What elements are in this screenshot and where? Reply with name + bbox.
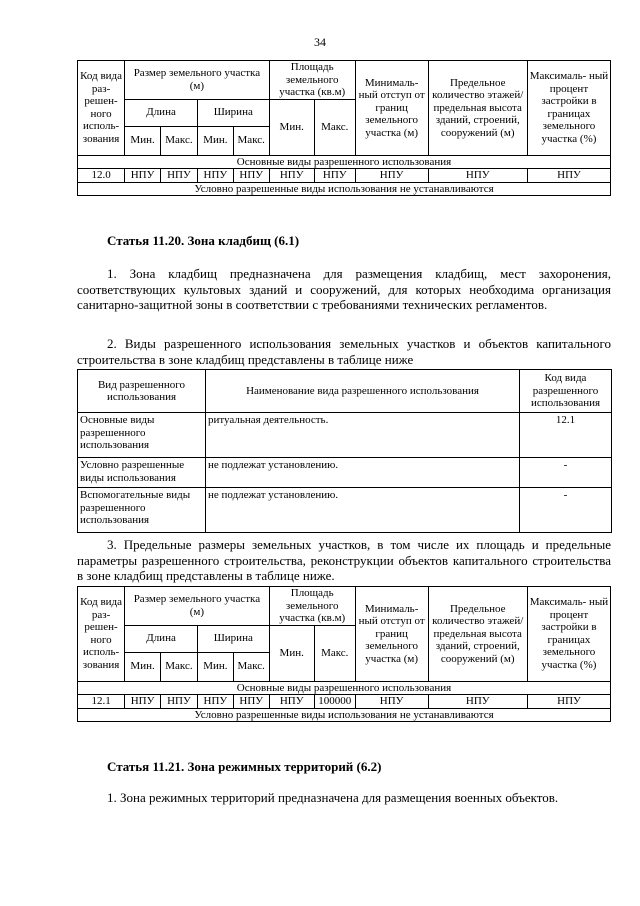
- paragraph-text: 1. Зона режимных территорий предназначена для размещения военных объектов.: [107, 790, 559, 805]
- zone-uses-table: [77, 369, 612, 533]
- cell: ритуальная деятельность.: [206, 413, 520, 458]
- cell: НПУ: [269, 169, 314, 183]
- cell: НПУ: [527, 169, 610, 183]
- cell: НПУ: [269, 695, 314, 709]
- cell: НПУ: [233, 695, 269, 709]
- header-setback: Минималь- ный отступ от границ земельного участка (м): [355, 587, 428, 682]
- cell: -: [520, 488, 612, 533]
- cell: НПУ: [125, 169, 161, 183]
- cell: НПУ: [355, 169, 428, 183]
- header-length-max: Макс.: [161, 126, 198, 155]
- article-heading: Статья 11.21. Зона режимных территорий (6.2): [107, 759, 382, 774]
- cell: НПУ: [314, 169, 355, 183]
- parameters-table-1: [77, 60, 611, 196]
- cell: 12.1: [520, 413, 612, 458]
- header-area-max: Макс.: [314, 99, 355, 155]
- paragraph: [77, 336, 611, 367]
- header-width: Ширина: [197, 625, 269, 652]
- cell: 100000: [314, 695, 355, 709]
- paragraph: [77, 266, 611, 313]
- zone-header-type: Вид разрешенного использования: [78, 370, 206, 413]
- header-width-max: Макс.: [233, 652, 269, 681]
- page-number: 34: [314, 35, 326, 49]
- table-row: [78, 695, 611, 709]
- cell: НПУ: [428, 695, 527, 709]
- header-floors: Предельное количество этажей/ предельная высота зданий, строений, сооружений (м): [428, 587, 527, 682]
- header-coverage: Максималь- ный процент застройки в границах земельного участка (%): [527, 61, 610, 156]
- header-code: Код вида раз- решен- ного исполь- зования: [78, 61, 125, 156]
- main-uses-row: Основные виды разрешенного использования: [78, 155, 611, 169]
- table-row: [78, 488, 612, 533]
- cell: Вспомогательные виды разрешенного использования: [78, 488, 206, 533]
- header-coverage: Максималь- ный процент застройки в границах земельного участка (%): [527, 587, 610, 682]
- header-setback: Минималь- ный отступ от границ земельного участка (м): [355, 61, 428, 156]
- cell: НПУ: [161, 695, 198, 709]
- table-row: [78, 413, 612, 458]
- cell: НПУ: [197, 169, 233, 183]
- table-row: [78, 458, 612, 488]
- article-heading: Статья 11.20. Зона кладбищ (6.1): [107, 233, 300, 248]
- cell: НПУ: [197, 695, 233, 709]
- header-length: Длина: [125, 99, 198, 126]
- table-row: [78, 169, 611, 183]
- cell: НПУ: [527, 695, 610, 709]
- paragraph: [77, 790, 611, 806]
- paragraph-text: 2. Виды разрешенного использования земельных участков и объектов капитального строительства в зоне кладбищ представлены в таблице ниже: [77, 336, 611, 367]
- header-width-max: Макс.: [233, 126, 269, 155]
- main-uses-row: Основные виды разрешенного использования: [78, 681, 611, 695]
- cell: Условно разрешенные виды использования: [78, 458, 206, 488]
- header-area: Площадь земельного участка (кв.м): [269, 61, 355, 100]
- header-width-min: Мин.: [197, 652, 233, 681]
- zone-header-name: Наименование вида разрешенного использования: [206, 370, 520, 413]
- cell: не подлежат установлению.: [206, 458, 520, 488]
- header-code: Код вида раз- решен- ного исполь- зования: [78, 587, 125, 682]
- header-area-min: Мин.: [269, 99, 314, 155]
- header-area-max: Макс.: [314, 625, 355, 681]
- header-size: Размер земельного участка (м): [125, 61, 270, 100]
- cell: НПУ: [233, 169, 269, 183]
- conditional-uses-row: Условно разрешенные виды использования не устанавливаются: [78, 708, 611, 722]
- header-size: Размер земельного участка (м): [125, 587, 270, 626]
- header-length: Длина: [125, 625, 198, 652]
- conditional-uses-row: Условно разрешенные виды использования не устанавливаются: [78, 182, 611, 196]
- cell: НПУ: [161, 169, 198, 183]
- header-floors: Предельное количество этажей/ предельная высота зданий, строений, сооружений (м): [428, 61, 527, 156]
- zone-header-code: Код вида разрешенного использования: [520, 370, 612, 413]
- paragraph: [77, 537, 611, 584]
- cell: НПУ: [428, 169, 527, 183]
- header-length-min: Мин.: [125, 652, 161, 681]
- header-width-min: Мин.: [197, 126, 233, 155]
- header-width: Ширина: [197, 99, 269, 126]
- cell: 12.1: [78, 695, 125, 709]
- header-area-min: Мин.: [269, 625, 314, 681]
- cell: Основные виды разрешенного использования: [78, 413, 206, 458]
- cell: 12.0: [78, 169, 125, 183]
- header-length-max: Макс.: [161, 652, 198, 681]
- header-area: Площадь земельного участка (кв.м): [269, 587, 355, 626]
- cell: -: [520, 458, 612, 488]
- parameters-table-2: [77, 586, 611, 722]
- cell: НПУ: [125, 695, 161, 709]
- header-length-min: Мин.: [125, 126, 161, 155]
- paragraph-text: 1. Зона кладбищ предназначена для размещения кладбищ, мест захоронения, соответствующих культовых зданий и сооружений, для которых необходима организация санитарно-защитной зоны в соответствии с требованиями технических регламентов.: [77, 266, 611, 312]
- paragraph-text: 3. Предельные размеры земельных участков, в том числе их площадь и предельные параметры разрешенного строительства, реконструкции объектов капитального строительства в зоне кладбищ представлены в таблице ниже.: [77, 537, 611, 583]
- cell: НПУ: [355, 695, 428, 709]
- cell: не подлежат установлению.: [206, 488, 520, 533]
